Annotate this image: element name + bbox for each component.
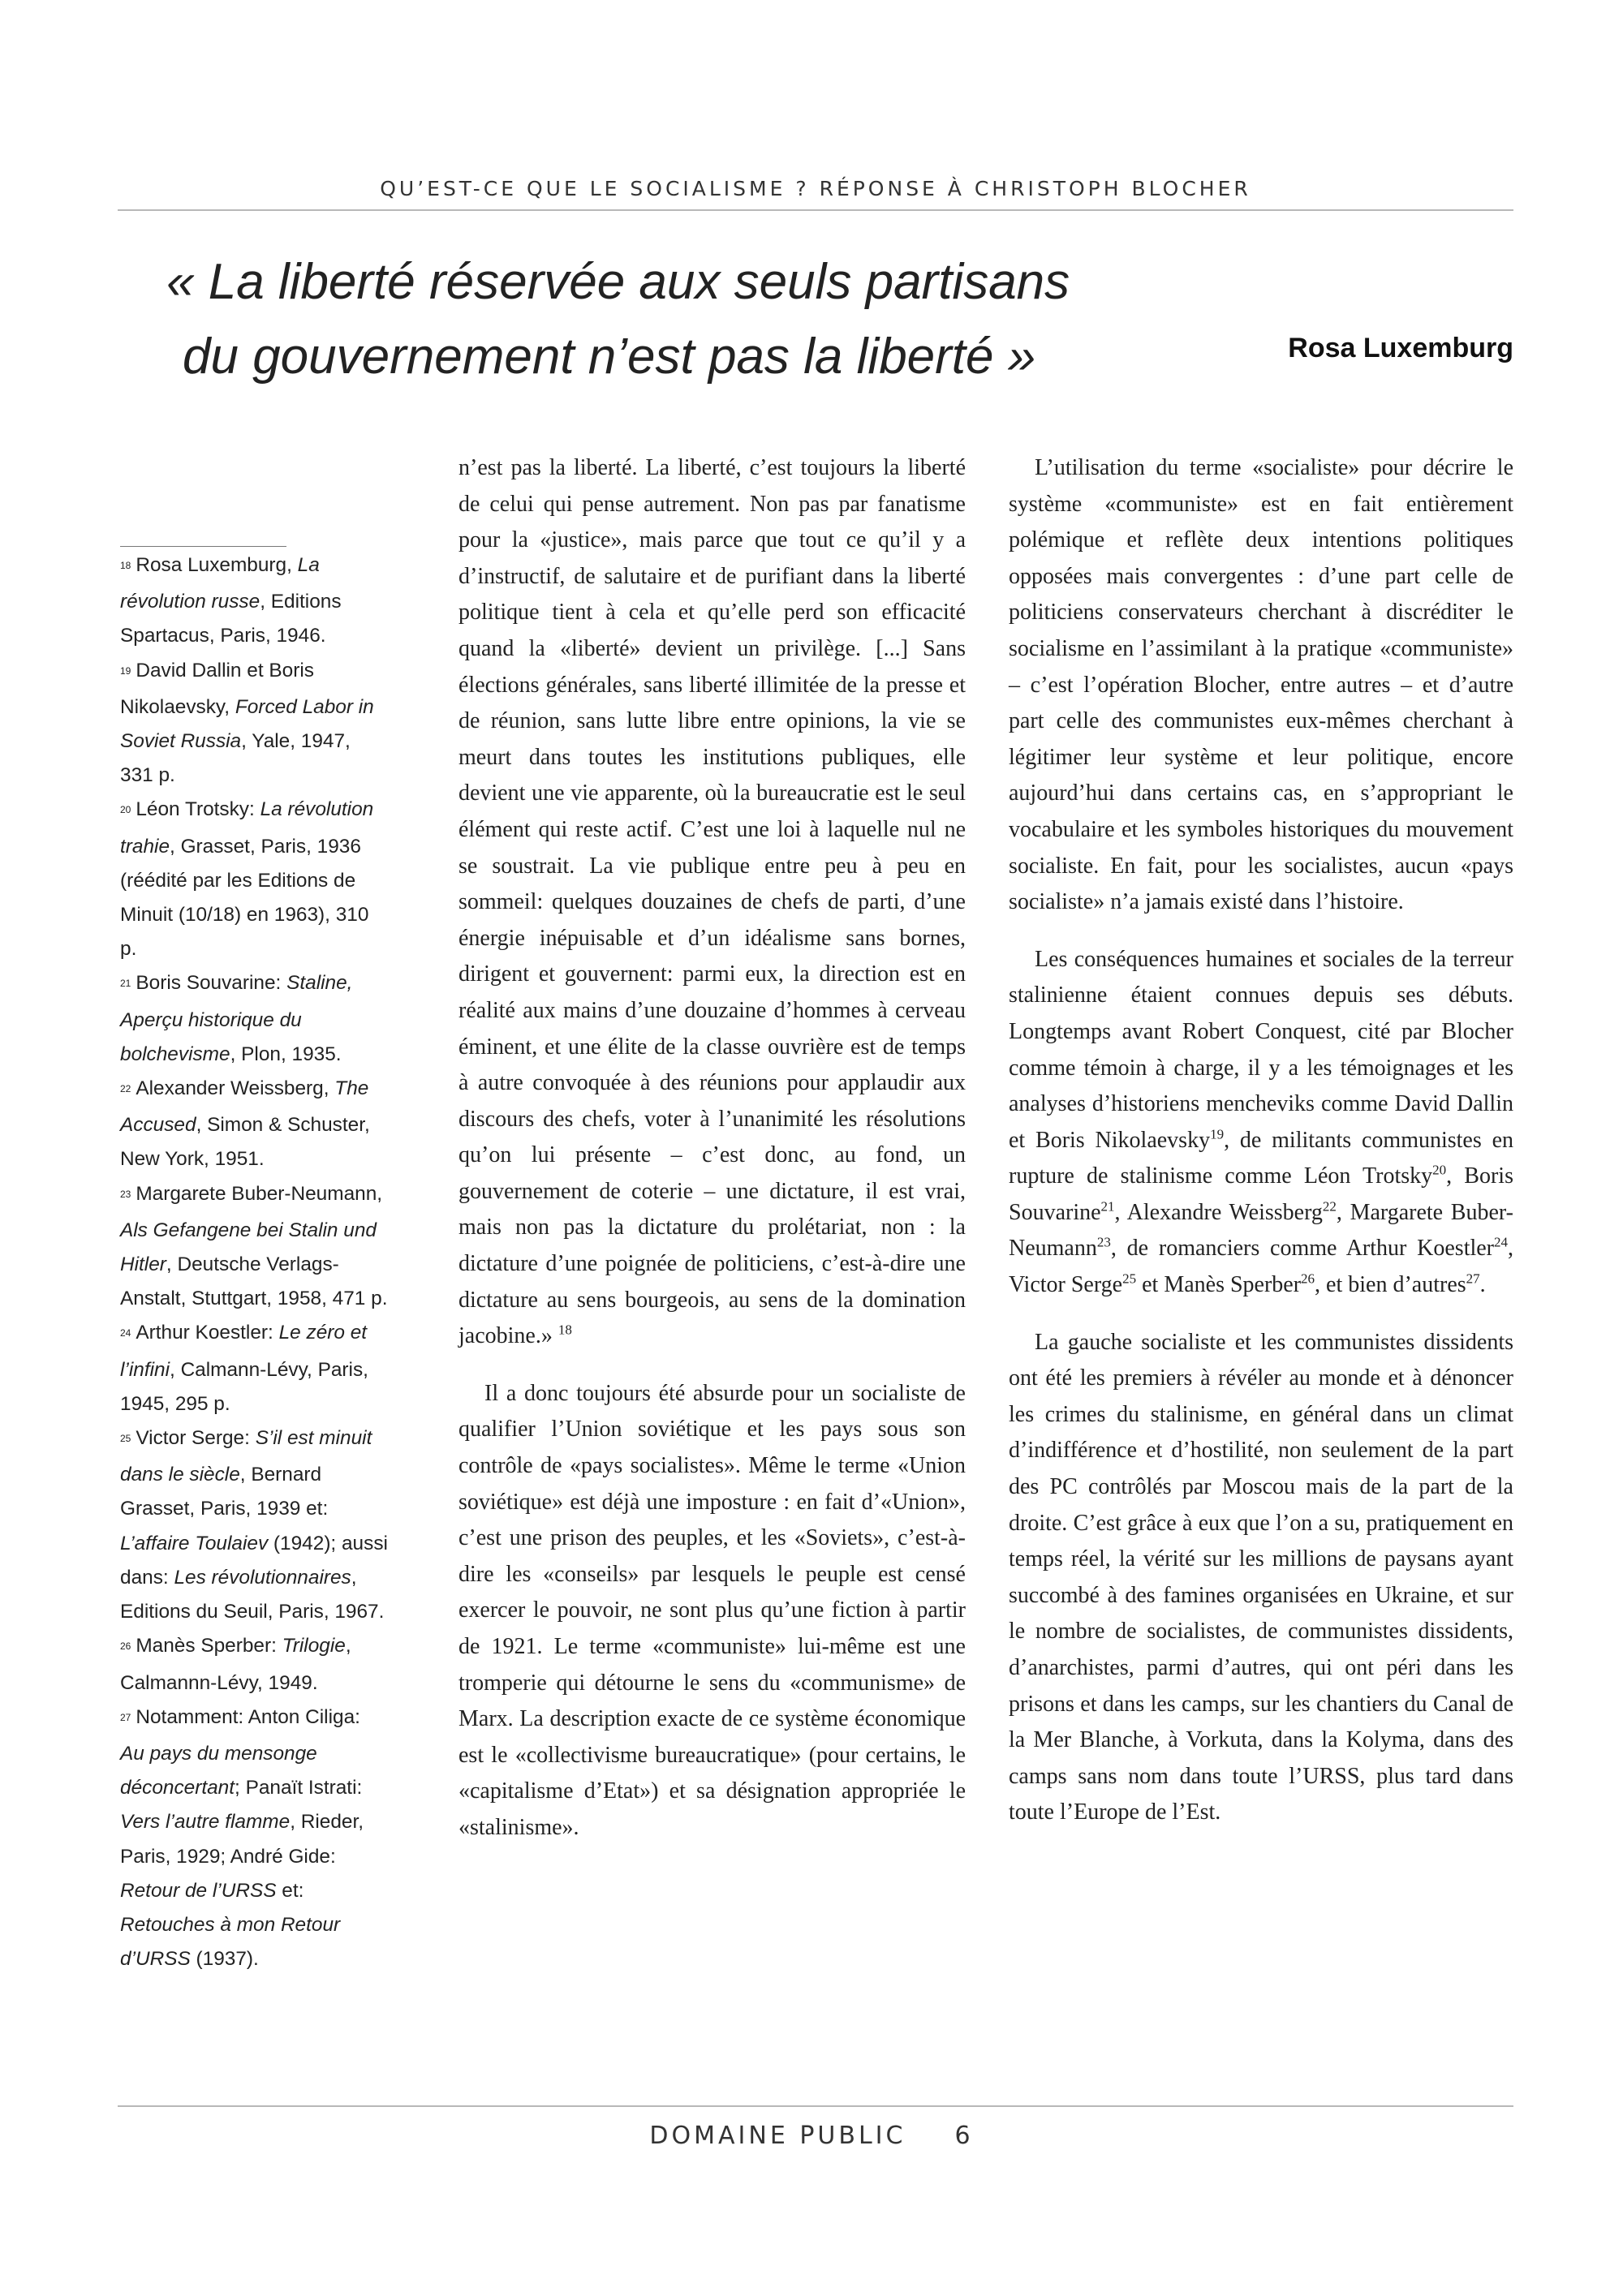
footnote-ref: 18 [558, 1322, 572, 1338]
footnote-rule [120, 546, 286, 547]
paragraph: Il a donc toujours été absurde pour un socialiste de qualifier l’Union soviétique et les pays sous son contrôle de «pays socialistes». Même le terme «Union soviétique» est déjà une imposture : en fait d’«Union», c’est une prison des peuples, et les «Soviets», c’est-à-dire les «conseils» par lesquels le peuple est censé exercer le pouvoir, ne sont plus qu’une fiction à partir de 1921. Le terme «communiste» lui-même est une tromperie qui détourne le sens du «communisme» de Marx. La description exacte de ce système économique est le «collectivisme bureaucratique» (pour certains, le «capitalisme d’Etat») et sa désignation appropriée le «stalinisme». [458, 1380, 966, 1840]
footnote-20: $^{20}$ Léon Trotsky: La révolution trahie, Grasset, Paris, 1936 (réédité par les Editions de Minuit (10/18) en 1963), 310 p. [120, 798, 374, 961]
footnote-ref: 27 [1466, 1271, 1480, 1287]
footnote-19: $^{19}$ David Dallin et Boris Nikolaevsky, Forced Labor in Soviet Russia, Yale, 1947, 331 p. [120, 659, 374, 787]
paragraph: Les conséquences humaines et sociales de la terreur stalinienne étaient connues depuis ses débuts. Longtemps avant Robert Conquest, cité par Blocher comme témoin à charge, il y a les témoignages et les analyses d’historiens mencheviks comme David Dallin et Boris Nikolaevsky$^{19}$, de militants communistes en rupture de stalinisme comme Léon Trotsky$^{20}$, Boris Souvarine$^{21}$, Alexandre Weissberg$^{22}$, Margarete Buber-Neumann$^{23}$, de romanciers comme Arthur Koestler$^{24}$, Victor Serge$^{25}$ et Manès Sperber$^{26}$, et bien d’autres$^{27}$. [1009, 946, 1514, 1298]
pull-quote-line-1: « La liberté réservée aux seuls partisans [166, 254, 1070, 310]
footnote-21: $^{21}$ Boris Souvarine: Staline, Aperçu historique du bolchevisme, Plon, 1935. [120, 972, 353, 1065]
footnote-ref: 26 [1301, 1271, 1315, 1287]
footnote-ref: 25 [1122, 1271, 1137, 1287]
column-right [1009, 450, 1513, 1831]
footnote-24: $^{24}$ Arthur Koestler: Le zéro et l’infini, Calmann-Lévy, Paris, 1945, 295 p. [120, 1322, 368, 1415]
footnote-ref: 22 [1322, 1198, 1337, 1215]
footnote-ref: 23 [1096, 1235, 1111, 1251]
quote-author: Rosa Luxemburg [1288, 333, 1513, 363]
paragraph: La gauche socialiste et les communistes dissidents ont été les premiers à révéler au monde et à dénoncer les crimes du stalinisme, en général dans un climat d’indifférence et d’hostilité, non seulement de la part des PC contrôlés par Moscou mais de la part de la droite. C’est grâce à eux que l’on a su, pratiquement en temps réel, la vérité sur les millions de paysans ayant succombé à des famines organisées en Ukraine, et sur le nombre de socialistes, de communistes dissidents, d’anarchistes, parmi d’autres, qui ont péri dans les prisons et dans les camps, sur les chantiers du Canal de la Mer Blanche, à Vorkuta, dans la Kolyma, dans des camps sans nom dans toute l’URSS, plus tard dans toute l’Europe de l’Est. [1009, 1329, 1513, 1825]
footnote-ref: 24 [1494, 1235, 1508, 1251]
footnote-ref: 21 [1100, 1198, 1115, 1215]
footnote-ref: 19 [1210, 1126, 1225, 1142]
pull-quote-line-2: du gouvernement n’est pas la liberté » [183, 329, 1036, 385]
page-number: 6 [954, 2122, 974, 2150]
page-footer [0, 2122, 1623, 2150]
footnote-26: $^{26}$ Manès Sperber: Trilogie, Calmannn-Lévy, 1949. [120, 1635, 351, 1694]
publication-name: DOMAINE PUBLIC [649, 2122, 906, 2150]
running-header: QU’EST-CE QUE LE SOCIALISME ? RÉPONSE À CHRISTOPH BLOCHER [380, 177, 1251, 200]
pull-quote [166, 245, 1221, 394]
footnote-18: $^{18}$ Rosa Luxemburg, La révolution russe, Editions Spartacus, Paris, 1946. [120, 554, 342, 647]
footnotes [120, 548, 388, 1976]
header-rule [118, 209, 1513, 211]
footnote-23: $^{23}$ Margarete Buber-Neumann, Als Gefangene bei Stalin und Hitler, Deutsche Verlags-Anstalt, Stuttgart, 1958, 471 p. [120, 1182, 388, 1310]
paragraph: L’utilisation du terme «socialiste» pour décrire le système «communiste» est en fait entièrement polémique et reflète deux intentions politiques opposées mais convergentes : d’une part celle de politiciens conservateurs cherchant à discréditer le socialisme en l’assimilant à la pratique «communiste» – c’est l’opération Blocher, entre autres – et d’autre part celle des communistes eux-mêmes cherchant à légitimer leur système et leur politique, encore aujourd’hui dans certains cas, en s’appropriant le vocabulaire et les symboles historiques du mouvement socialiste. En fait, pour les socialistes, aucun «pays socialiste» n’a jamais existé dans l’histoire. [1009, 455, 1513, 915]
footnote-22: $^{22}$ Alexander Weissberg, The Accused, Simon & Schuster, New York, 1951. [120, 1077, 370, 1171]
footnote-25: $^{25}$ Victor Serge: S’il est minuit dans le siècle, Bernard Grasset, Paris, 1939 et: L’affaire Toulaiev (1942); aussi dans: Les révolutionnaires, Editions du Seuil, Paris, 1967. [120, 1427, 388, 1623]
paragraph: n’est pas la liberté. La liberté, c’est toujours la liberté de celui qui pense autrement. Non pas par fanatisme pour la «justice», mais parce que tout ce qu’il y a d’instructif, de salutaire et de purifiant dans la liberté politique tient à cela et qu’elle perd son efficacité quand la «liberté» devient un privilège. [...] Sans élections générales, sans liberté illimitée de la presse et de réunion, sans lutte libre entre opinions, la vie se meurt dans toutes les institutions publiques, elle devient une vie apparente, où la bureaucratie est le seul élément qui reste actif. C’est une loi à laquelle nul ne se soustrait. La vie publique entre peu à peu en sommeil: quelques douzaines de chefs de parti, d’une énergie inépuisable et d’un idéalisme sans bornes, dirigent et gouvernent: parmi eux, la direction est en réalité aux mains d’une douzaine d’hommes à cerveau éminent, et une élite de la classe ouvrière est de temps à autre convoquée à des réunions pour applaudir aux discours des chefs, voter à l’unanimité les résolutions qu’on lui présente – c’est donc, au fond, un gouvernement de coterie – une dictature, il est vrai, mais non pas la dictature du prolétariat, non : la dictature d’une poignée de politiciens, c’est-à-dire une dictature au sens bourgeois, au sens de la domination jacobine.» $^{18}$ [458, 455, 966, 1349]
footer-rule [118, 2105, 1513, 2107]
footnote-27: $^{27}$ Notamment: Anton Ciliga: Au pays du mensonge déconcertant; Panaït Istrati: Vers l’autre flamme, Rieder, Paris, 1929; André Gide: Retour de l’URSS et: Retouches à mon Retour d’URSS (1937). [120, 1705, 364, 1971]
footnote-ref: 20 [1432, 1162, 1447, 1178]
column-middle [458, 450, 966, 1847]
